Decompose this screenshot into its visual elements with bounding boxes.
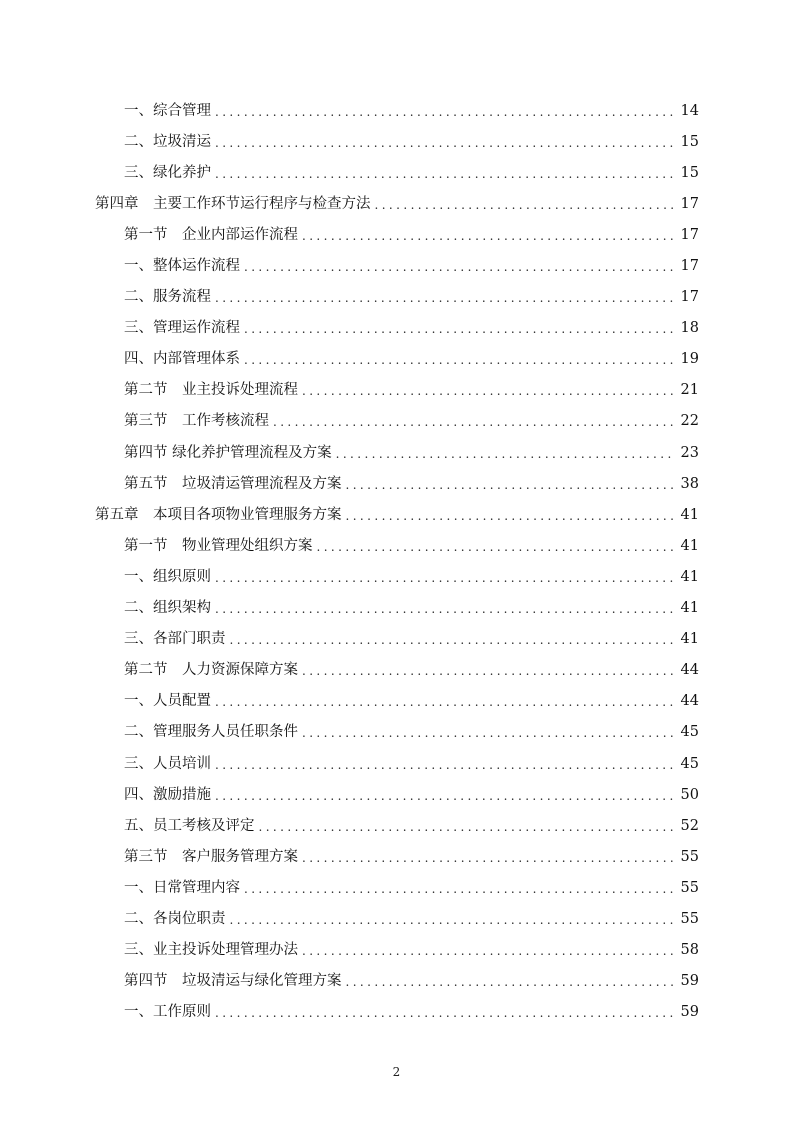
toc-dot-leader xyxy=(346,506,675,526)
toc-entry-title: 二、垃圾清运 xyxy=(124,133,211,150)
toc-entry[interactable] xyxy=(0,375,793,406)
toc-entry-page: 41 xyxy=(680,600,699,617)
toc-entry-title: 四、内部管理体系 xyxy=(124,351,240,368)
toc-dot-leader xyxy=(302,723,675,743)
toc-entry-title: 五、员工考核及评定 xyxy=(124,817,255,834)
toc-entry-title: 一、组织原则 xyxy=(124,568,211,585)
toc-entry-title: 二、组织架构 xyxy=(124,600,211,617)
toc-entry-title: 三、各部门职责 xyxy=(124,631,226,648)
toc-entry-page: 58 xyxy=(680,942,699,959)
toc-entry-title: 一、工作原则 xyxy=(124,1004,211,1021)
toc-entry-title: 第五节 垃圾清运管理流程及方案 xyxy=(124,475,342,492)
toc-entry[interactable] xyxy=(0,655,793,686)
toc-entry-title: 四、激励措施 xyxy=(124,786,211,803)
toc-entry-page: 45 xyxy=(680,755,699,772)
toc-entry[interactable] xyxy=(0,219,793,250)
toc-entry-page: 38 xyxy=(680,475,699,492)
toc-dot-leader xyxy=(244,350,675,370)
toc-dot-leader xyxy=(230,910,675,930)
toc-entry-title: 一、人员配置 xyxy=(124,693,211,710)
toc-entry-title: 第五章 本项目各项物业管理服务方案 xyxy=(95,506,342,523)
toc-dot-leader xyxy=(346,972,675,992)
toc-entry-page: 41 xyxy=(680,631,699,648)
toc-entry-page: 45 xyxy=(680,724,699,741)
toc-entry-page: 41 xyxy=(680,506,699,523)
toc-dot-leader xyxy=(215,755,675,775)
toc-entry-title: 二、管理服务人员任职条件 xyxy=(124,724,298,741)
toc-dot-leader xyxy=(273,412,675,432)
toc-entry[interactable] xyxy=(0,530,793,561)
toc-entry-title: 三、管理运作流程 xyxy=(124,320,240,337)
toc-entry[interactable] xyxy=(0,779,793,810)
toc-entry-page: 55 xyxy=(680,910,699,927)
toc-entry-page: 41 xyxy=(680,568,699,585)
toc-entry-page: 52 xyxy=(680,817,699,834)
toc-entry-page: 19 xyxy=(680,351,699,368)
toc-entry-page: 18 xyxy=(680,320,699,337)
toc-entry[interactable] xyxy=(0,872,793,903)
toc-entry[interactable] xyxy=(0,810,793,841)
toc-dot-leader xyxy=(215,786,675,806)
toc-entry-page: 15 xyxy=(680,133,699,150)
toc-entry-page: 55 xyxy=(680,848,699,865)
toc-dot-leader xyxy=(215,599,675,619)
toc-entry-title: 三、绿化养护 xyxy=(124,164,211,181)
toc-entry-page: 41 xyxy=(680,537,699,554)
toc-dot-leader xyxy=(302,941,675,961)
toc-entry-page: 55 xyxy=(680,879,699,896)
toc-entry[interactable] xyxy=(0,593,793,624)
toc-entry[interactable] xyxy=(0,188,793,219)
toc-dot-leader xyxy=(215,288,675,308)
toc-entry-title: 第三节 客户服务管理方案 xyxy=(124,848,298,865)
toc-entry[interactable] xyxy=(0,126,793,157)
toc-entry[interactable] xyxy=(0,95,793,126)
toc-dot-leader xyxy=(317,537,675,557)
toc-entry-title: 一、整体运作流程 xyxy=(124,258,240,275)
toc-entry[interactable] xyxy=(0,903,793,934)
toc-entry[interactable] xyxy=(0,468,793,499)
toc-entry[interactable] xyxy=(0,841,793,872)
toc-entry-title: 三、业主投诉处理管理办法 xyxy=(124,942,298,959)
toc-entry-page: 17 xyxy=(680,226,699,243)
toc-dot-leader xyxy=(259,817,675,837)
toc-dot-leader xyxy=(215,568,675,588)
toc-dot-leader xyxy=(302,848,675,868)
toc-entry-title: 一、日常管理内容 xyxy=(124,879,240,896)
page-number: 2 xyxy=(392,1065,401,1079)
toc-entry-title: 三、人员培训 xyxy=(124,755,211,772)
toc-entry[interactable] xyxy=(0,437,793,468)
toc-entry[interactable] xyxy=(0,624,793,655)
toc-entry-title: 第二节 业主投诉处理流程 xyxy=(124,382,298,399)
toc-entry[interactable] xyxy=(0,935,793,966)
toc-entry[interactable] xyxy=(0,406,793,437)
toc-entry-page: 17 xyxy=(680,258,699,275)
toc-entry[interactable] xyxy=(0,157,793,188)
toc-dot-leader xyxy=(215,102,675,122)
toc-dot-leader xyxy=(215,1003,675,1023)
toc-entry-page: 17 xyxy=(680,195,699,212)
toc-entry-title: 第一节 企业内部运作流程 xyxy=(124,226,298,243)
toc-entry-page: 14 xyxy=(680,102,699,119)
toc-entry-title: 一、综合管理 xyxy=(124,102,211,119)
toc-entry-page: 22 xyxy=(680,413,699,430)
toc-entry[interactable] xyxy=(0,313,793,344)
toc-dot-leader xyxy=(244,257,675,277)
toc-dot-leader xyxy=(302,381,675,401)
toc-entry-title: 第四章 主要工作环节运行程序与检查方法 xyxy=(95,195,371,212)
toc-entry[interactable] xyxy=(0,997,793,1028)
toc-entry-title: 第二节 人力资源保障方案 xyxy=(124,662,298,679)
toc-dot-leader xyxy=(375,195,675,215)
toc-entry-title: 第一节 物业管理处组织方案 xyxy=(124,537,313,554)
toc-entry-title: 二、服务流程 xyxy=(124,289,211,306)
toc-dot-leader xyxy=(244,879,675,899)
toc-dot-leader xyxy=(336,444,675,464)
toc-entry[interactable] xyxy=(0,344,793,375)
toc-entry-title: 二、各岗位职责 xyxy=(124,910,226,927)
toc-dot-leader xyxy=(215,133,675,153)
toc-entry-page: 44 xyxy=(680,662,699,679)
toc-entry-title: 第四节 绿化养护管理流程及方案 xyxy=(124,444,332,461)
toc-dot-leader xyxy=(346,475,675,495)
toc-entry-page: 17 xyxy=(680,289,699,306)
toc-entry[interactable] xyxy=(0,561,793,592)
toc-dot-leader xyxy=(215,692,675,712)
toc-entry[interactable] xyxy=(0,748,793,779)
table-of-contents xyxy=(0,95,793,1028)
toc-entry[interactable] xyxy=(0,966,793,997)
toc-entry-page: 15 xyxy=(680,164,699,181)
toc-entry[interactable] xyxy=(0,499,793,530)
toc-dot-leader xyxy=(230,630,675,650)
toc-entry-page: 21 xyxy=(680,382,699,399)
toc-entry-page: 59 xyxy=(680,1004,699,1021)
toc-entry[interactable] xyxy=(0,717,793,748)
toc-entry[interactable] xyxy=(0,686,793,717)
toc-dot-leader xyxy=(302,661,675,681)
toc-entry-page: 50 xyxy=(680,786,699,803)
toc-entry-page: 44 xyxy=(680,693,699,710)
toc-entry-page: 59 xyxy=(680,973,699,990)
toc-entry[interactable] xyxy=(0,282,793,313)
toc-entry-title: 第三节 工作考核流程 xyxy=(124,413,269,430)
toc-entry-page: 23 xyxy=(680,444,699,461)
toc-entry[interactable] xyxy=(0,250,793,281)
toc-entry-title: 第四节 垃圾清运与绿化管理方案 xyxy=(124,973,342,990)
toc-dot-leader xyxy=(302,226,675,246)
toc-dot-leader xyxy=(215,164,675,184)
toc-dot-leader xyxy=(244,319,675,339)
